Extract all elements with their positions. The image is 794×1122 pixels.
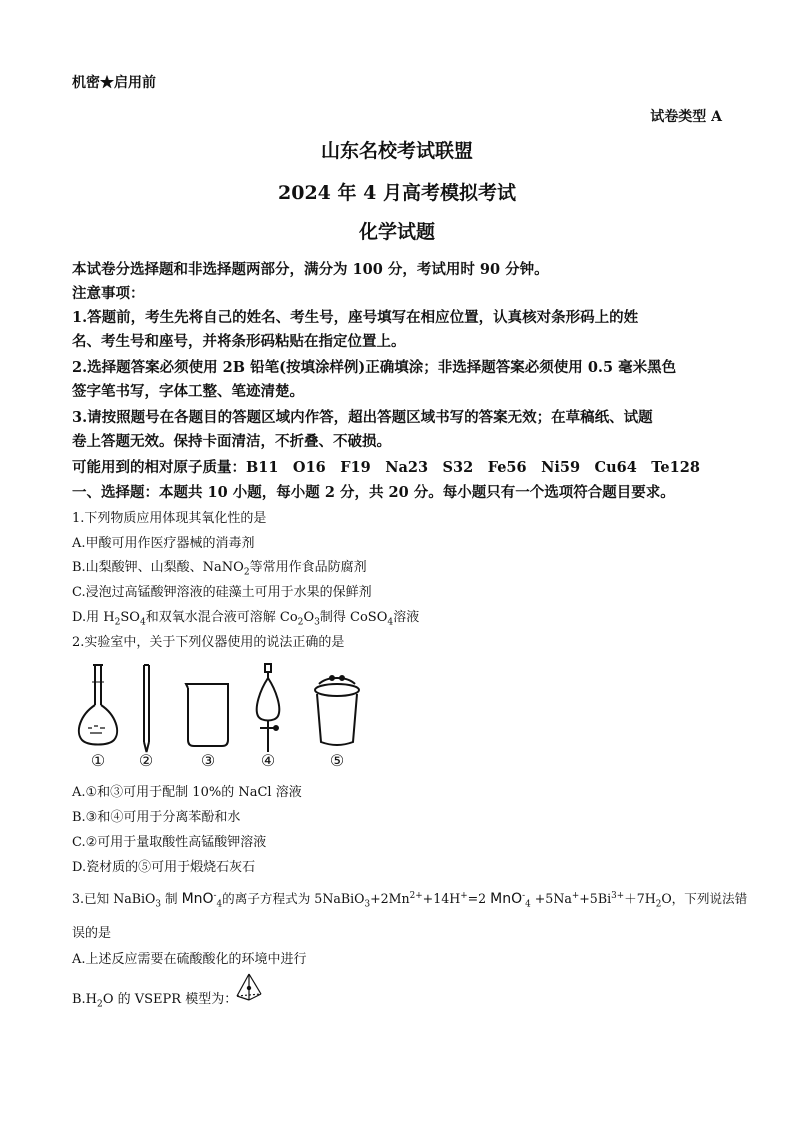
label-2: ②: [138, 751, 154, 770]
q2-option-b: B.③和④可用于分离苯酚和水: [72, 810, 241, 825]
notice-3b: 卷上答题无效。保持卡面清洁，不折叠、不破损。: [72, 433, 391, 450]
q2-option-a: A.①和③可用于配制 10%的 NaCl 溶液: [72, 785, 302, 800]
label-4: ④: [260, 751, 276, 770]
q3-stem: 3.已知 NaBiO$_3$ 制 MnO-$_4$的离子方程式为 $5NaBiO_3+2Mn^{2+}+14H^+=2$ $MnO^-_4 +5Na^++5Bi^{3+}+7H_2O$，下列说法错: [72, 890, 748, 910]
pipette-icon: [144, 665, 149, 752]
q1-option-d: D.用 $H_2SO_4$和双氧水混合液可溶解 $Co_2O_3$制得 CoSO$_4$溶液: [72, 610, 420, 628]
q2-stem: 2.实验室中，关于下列仪器使用的说法正确的是: [72, 635, 345, 650]
subject-title: 化学试题: [358, 221, 435, 243]
paper-type-label: 试卷类型 A: [650, 109, 722, 125]
apparatus-figure: [70, 660, 370, 770]
atomic-masses: 可能用到的相对原子质量：B11 O16 F19 Na23 S32 Fe56 Ni59 Cu64 Te128: [72, 459, 700, 476]
section-1-heading: 一、选择题：本题共 10 小题，每小题 2 分，共 20 分。每小题只有一个选项符合题目要求。: [72, 484, 675, 501]
notice-1a: 1.答题前，考生先将自己的姓名、考生号，座号填写在相应位置，认真核对条形码上的姓: [72, 309, 639, 326]
q3-option-b: $B.H_2O$ 的 VSEPR 模型为：: [72, 992, 238, 1010]
q1-option-b: B.山梨酸钾、山梨酸、NaNO$_2$等常用作食品防腐剂: [72, 560, 367, 578]
notice-2a: 2.选择题答案必须使用 2B 铅笔(按填涂样例)正确填涂；非选择题答案必须使用 0.5 毫米黑色: [72, 359, 677, 376]
separatory-funnel-icon: [257, 664, 280, 752]
exam-title: 2024 年 4 月高考模拟考试: [278, 182, 516, 204]
notice-2b: 签字笔书写，字体工整、笔迹清楚。: [72, 383, 304, 400]
confidential-label: 机密★启用前: [72, 75, 156, 91]
q1-stem: 1.下列物质应用体现其氧化性的是: [72, 511, 267, 526]
notice-3a: 3.请按照题号在各题目的答题区域内作答，超出答题区域书写的答案无效；在草稿纸、试题: [72, 409, 653, 426]
alliance-title: 山东名校考试联盟: [320, 140, 473, 162]
notice-heading: 注意事项：: [72, 285, 145, 302]
q3-stem-continued: 误的是: [72, 926, 112, 941]
crucible-icon: [315, 676, 359, 745]
intro-line: 本试卷分选择题和非选择题两部分，满分为 100 分，考试用时 90 分钟。: [72, 261, 549, 278]
q1-option-a: A.甲酸可用作医疗器械的消毒剂: [72, 536, 255, 551]
volumetric-flask-icon: [79, 665, 117, 745]
q1-option-c: C.浸泡过高锰酸钾溶液的硅藻土可用于水果的保鲜剂: [72, 585, 372, 600]
notice-1b: 名、考生号和座号，并将条形码粘贴在指定位置上。: [72, 333, 406, 350]
label-1: ①: [90, 751, 106, 770]
label-5: ⑤: [329, 751, 345, 770]
tetrahedral-vsepr-icon: [234, 972, 264, 1004]
beaker-icon: [186, 684, 228, 746]
q2-option-c: C.②可用于量取酸性高锰酸钾溶液: [72, 835, 267, 850]
label-3: ③: [200, 751, 216, 770]
q3-option-a: A.上述反应需要在硫酸酸化的环境中进行: [72, 952, 307, 967]
q2-option-d: D.瓷材质的⑤可用于煅烧石灰石: [72, 860, 256, 875]
